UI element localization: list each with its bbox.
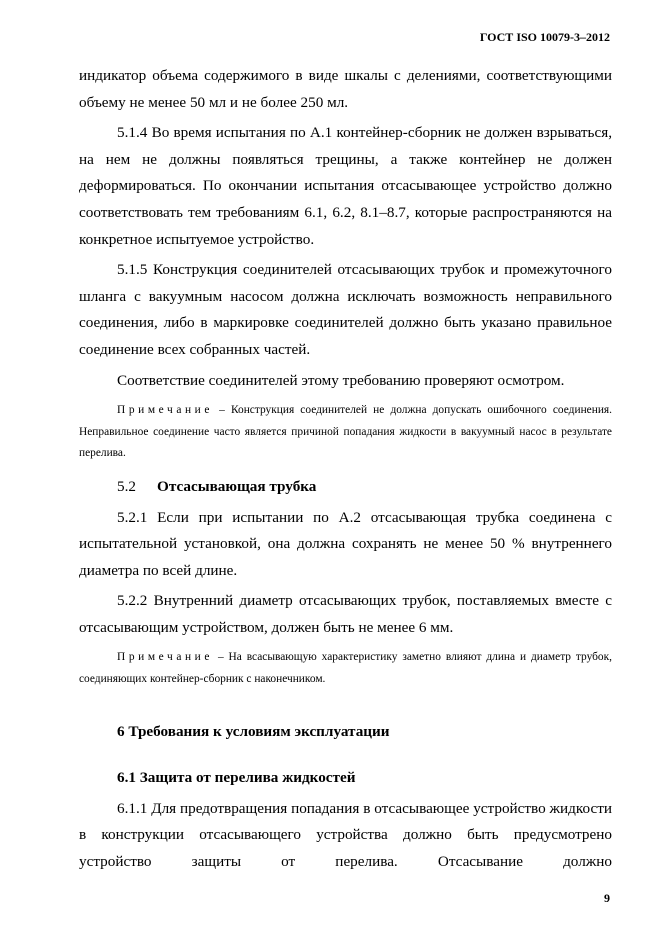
clause-5-2-1: 5.2.1 Если при испытании по А.2 отсасывающая трубка соединена с испытательной установкой, она должна сохранять не менее 50 % внутреннего диаметра по всей длине. bbox=[79, 508, 612, 579]
note-2-label: Примечание bbox=[117, 651, 214, 664]
section-6-heading: 6 Требования к условиям эксплуатации bbox=[117, 722, 390, 740]
section-5-2-number: 5.2 bbox=[117, 477, 136, 495]
section-5-2-heading bbox=[79, 474, 612, 501]
section-5-2-title: Отсасывающая трубка bbox=[157, 477, 317, 495]
page-content bbox=[79, 63, 612, 876]
compliance-statement: Соответствие соединителей этому требованию проверяют осмотром. bbox=[117, 371, 565, 389]
paragraph-continuation: индикатор объема содержимого в виде шкалы с делениями, соответствующими объему не менее 50 мл и не более 250 мл. bbox=[79, 67, 612, 111]
clause-5-2-2: 5.2.2 Внутренний диаметр отсасывающих трубок, поставляемых вместе с отсасывающим устройством, должен быть не менее 6 мм. bbox=[79, 592, 612, 636]
note-1-label: Примечание bbox=[117, 404, 214, 417]
clause-6-1-1: 6.1.1 Для предотвращения попадания в отсасывающее устройство жидкости в конструкции отсасывающего устройства должно быть предусмотрено устройство защиты от перелива. Отсасывание должно bbox=[79, 799, 612, 871]
note-1-text: – Конструкция соединителей не должна допускать ошибочного соединения. Неправильное соединение часто является причиной попадания жидкости в вакуумный насос в результате перелива. bbox=[79, 404, 612, 460]
note-2-text: – На всасывающую характеристику заметно влияют длина и диаметр трубок, соединяющих контейнер-сборник с наконечником. bbox=[79, 651, 612, 686]
clause-5-1-4: 5.1.4 Во время испытания по А.1 контейнер-сборник не должен взрываться, на нем не должны появляться трещины, а также контейнер не должен деформироваться. По окончании испытания отсасывающее устройство должно соответствовать тем требованиям 6.1, 6.2, 8.1–8.7, которые распространяются на конкретное испытуемое устройство. bbox=[79, 124, 612, 248]
section-6-1-heading: 6.1 Защита от перелива жидкостей bbox=[117, 769, 356, 787]
clause-5-1-5: 5.1.5 Конструкция соединителей отсасывающих трубок и промежуточного шланга с вакуумным насосом должна исключать возможность неправильного соединения, либо в маркировке соединителей должно быть указано правильное соединение всех собранных частей. bbox=[79, 261, 612, 358]
document-header: ГОСТ ISO 10079-3–2012 bbox=[479, 30, 610, 44]
note-1 bbox=[79, 400, 612, 465]
note-2 bbox=[79, 647, 612, 690]
page-number: 9 bbox=[604, 891, 610, 905]
